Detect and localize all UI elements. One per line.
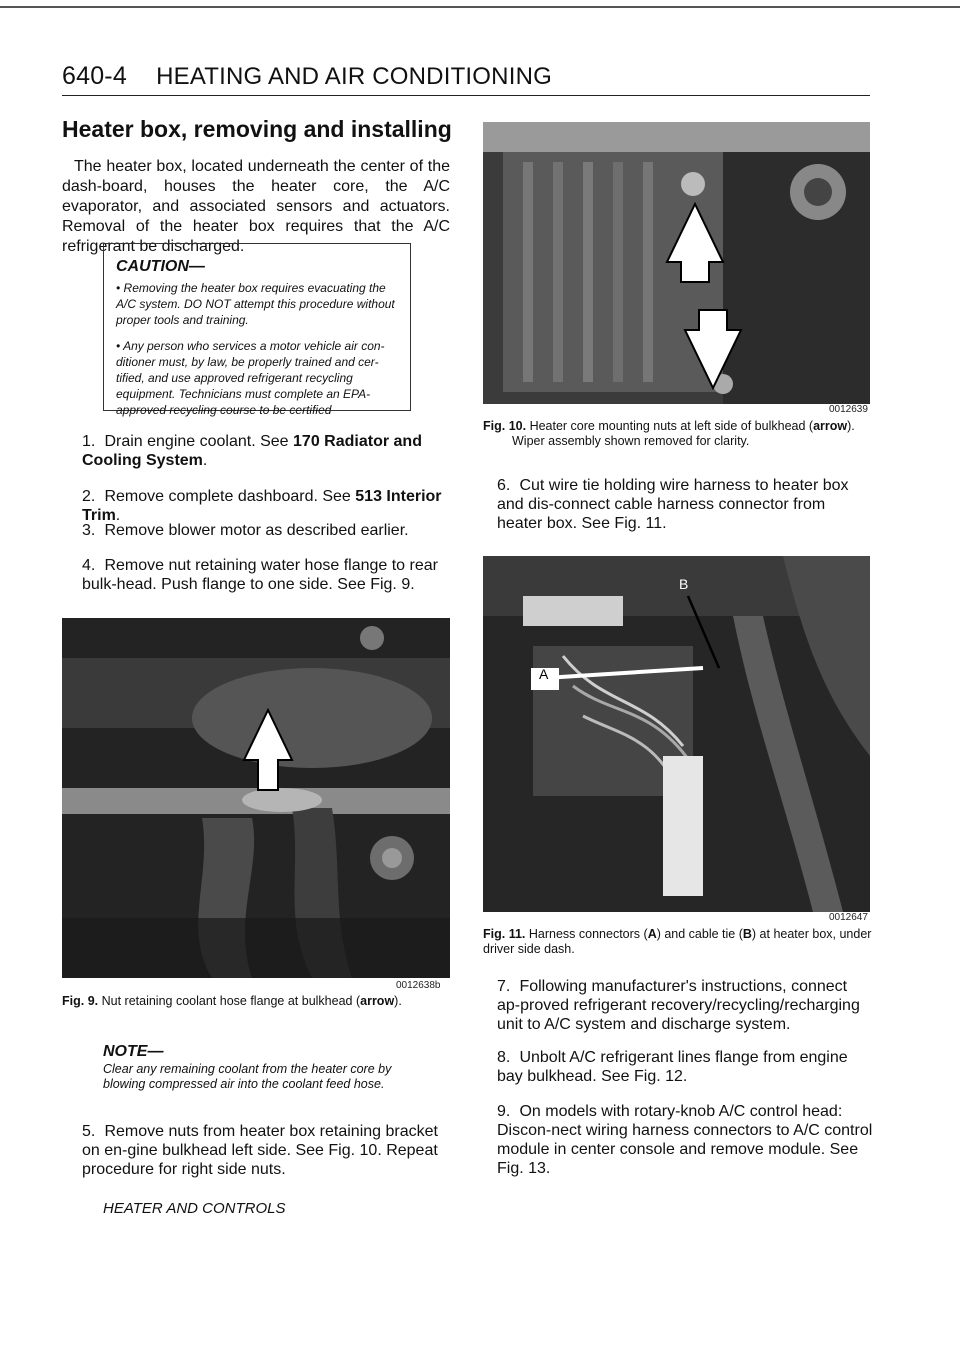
- section-heading: Heater box, removing and installing: [62, 116, 452, 142]
- step-number: 2.: [82, 488, 96, 505]
- step-number: 4.: [82, 557, 96, 574]
- caution-item: • Removing the heater box requires evacuating the A/C system. DO NOT attempt this procedure without proper tools and training.: [116, 281, 395, 327]
- step-number: 1.: [82, 433, 96, 450]
- step-reference: 513 Interior Trim: [82, 488, 442, 524]
- step-reference: 170 Radiator and Cooling System: [82, 433, 422, 469]
- step-punct: .: [202, 452, 208, 469]
- step-text: Following manufacturer's instructions, connect ap-proved refrigerant recovery/recycling/recharging unit to A/C system and discharge system.: [497, 978, 860, 1033]
- fig11-text: ) and cable tie (: [656, 927, 743, 941]
- step-text: Unbolt A/C refrigerant lines flange from engine bay bulkhead. See Fig. 12.: [497, 1049, 848, 1085]
- intro-paragraph: The heater box, located underneath the center of the dash-board, houses the heater core, the A/C evaporator, and associated sensors and actuators. Removal of the heater box requires that the A/C refrigerant be discharged.: [62, 158, 450, 255]
- step-text: Cut wire tie holding wire harness to heater box and dis-connect cable harness connector from heater box. See Fig. 11.: [497, 477, 849, 532]
- fig10-photo: [483, 122, 870, 404]
- fig9-code: 0012638b: [396, 980, 441, 991]
- step-5: [82, 1122, 452, 1179]
- step-number: 6.: [497, 477, 511, 494]
- fig10-text: Heater core mounting nuts at left side of bulkhead (: [529, 419, 814, 433]
- step-6: [497, 476, 873, 533]
- fig10-label: Fig. 10.: [483, 419, 527, 433]
- fig11-photo: [483, 556, 870, 912]
- page-footer: HEATER AND CONTROLS: [103, 1200, 286, 1217]
- step-4: [82, 556, 452, 594]
- fig11-caption: [483, 927, 878, 957]
- step-2: [82, 487, 462, 525]
- fig11-code: 0012647: [829, 912, 868, 923]
- note-title: NOTE—: [103, 1043, 164, 1060]
- fig11-label: Fig. 11.: [483, 927, 526, 941]
- fig10-arrow-label: arrow: [813, 419, 848, 433]
- section-title: HEATING AND AIR CONDITIONING: [156, 63, 552, 90]
- top-border-line: [0, 6, 960, 8]
- fig9-caption: [62, 994, 402, 1009]
- step-number: 9.: [497, 1103, 511, 1120]
- fig10-caption: [483, 419, 878, 449]
- fig11-b: B: [742, 927, 752, 941]
- caution-title: CAUTION—: [116, 258, 205, 275]
- step-text: On models with rotary-knob A/C control head: Discon-nect wiring harness connectors to A/C control module in center console and remove module. See Fig. 13.: [497, 1103, 873, 1177]
- fig11-a: A: [647, 927, 657, 941]
- caution-box: [103, 243, 411, 417]
- fig11-text: Harness connectors (: [528, 927, 648, 941]
- step-text: Drain engine coolant. See: [104, 433, 294, 450]
- step-text: Remove nut retaining water hose flange to rear bulk-head. Push flange to one side. See Fig. 9.: [82, 557, 438, 593]
- fig11-callout-b: B: [679, 576, 689, 592]
- step-number: 8.: [497, 1049, 511, 1066]
- fig10-end: ).: [847, 419, 855, 433]
- caution-item: • Any person who services a motor vehicle air con-ditioner must, by law, be properly trained and cer-tified, and use approved refrigerant recycling equipment. Technicians must complete an EPA-approved recycling course to be certified: [116, 339, 385, 417]
- step-number: 3.: [82, 522, 96, 539]
- step-text: Remove blower motor as described earlier.: [104, 522, 409, 539]
- fig10-line2: Wiper assembly shown removed for clarity.: [512, 434, 750, 448]
- step-text: Remove nuts from heater box retaining bracket on en-gine bulkhead left side. See Fig. 10. Repeat procedure for right side nuts.: [82, 1123, 438, 1178]
- header-rule: [62, 95, 870, 96]
- page-header: [62, 62, 552, 91]
- step-punct: .: [115, 507, 121, 524]
- step-number: 7.: [497, 978, 511, 995]
- page-number: 640-4: [62, 62, 127, 90]
- fig9-arrow-label: arrow: [360, 994, 395, 1008]
- fig9-end: ).: [394, 994, 402, 1008]
- step-1: [82, 432, 452, 470]
- step-3: [82, 521, 462, 540]
- step-9: [497, 1102, 873, 1178]
- step-7: [497, 977, 873, 1034]
- fig9-text: Nut retaining coolant hose flange at bulkhead (: [101, 994, 361, 1008]
- fig11-text: ) at heater box, under driver side dash.: [483, 927, 872, 956]
- step-text: Remove complete dashboard. See: [104, 488, 356, 505]
- fig10-code: 0012639: [829, 404, 868, 415]
- fig9-photo: [62, 618, 450, 978]
- note-body: Clear any remaining coolant from the heater core by blowing compressed air into the coolant feed hose.: [103, 1062, 392, 1091]
- step-number: 5.: [82, 1123, 96, 1140]
- step-8: [497, 1048, 873, 1086]
- fig11-callout-a: A: [539, 666, 549, 682]
- fig9-label: Fig. 9.: [62, 994, 99, 1008]
